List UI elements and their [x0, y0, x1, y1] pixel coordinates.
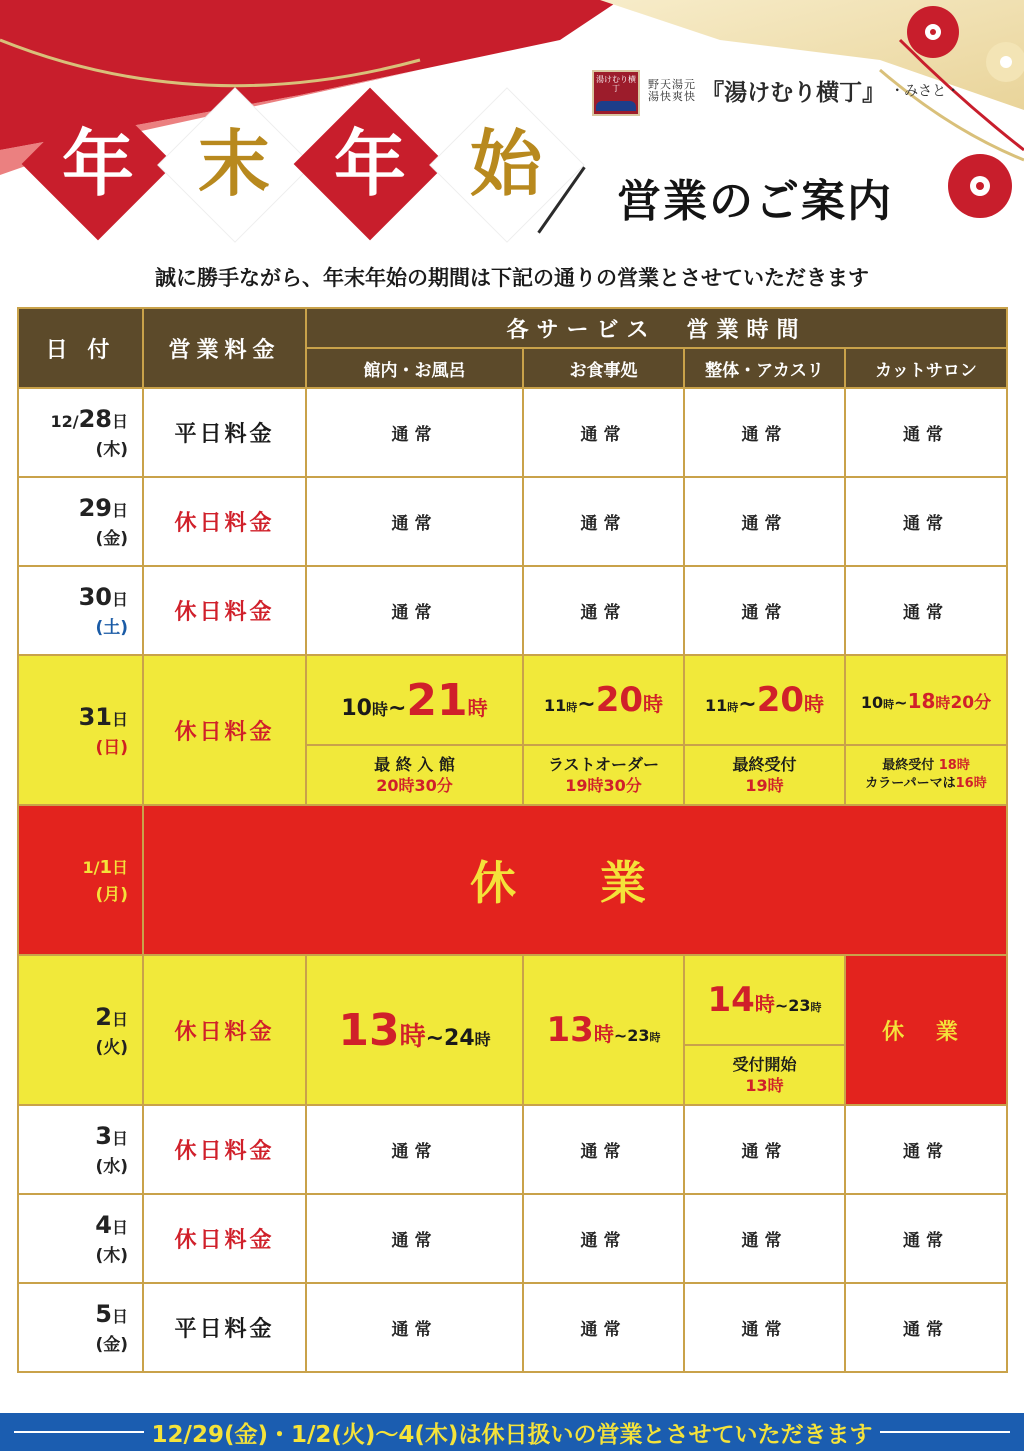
hours-cell: 13時~23時	[523, 955, 684, 1105]
date-weekday: (水)	[95, 1157, 128, 1177]
brand-tag-line1: 野天湯元	[648, 77, 696, 91]
fee-cell: 休日料金	[143, 955, 306, 1105]
header-service-bath: 館内・お風呂	[306, 348, 523, 388]
date-cell	[18, 805, 143, 955]
page-subtitle: 営業のご案内	[617, 176, 893, 227]
date-cell	[18, 477, 143, 566]
footer-text	[0, 1416, 1024, 1449]
hours-cell: 通常	[684, 1194, 845, 1283]
header-date: 日 付	[18, 308, 143, 388]
date-unit: 日	[111, 412, 128, 431]
schedule-table	[17, 307, 1008, 1373]
title-char: 始	[469, 122, 542, 206]
table-row	[18, 805, 1007, 955]
date-cell	[18, 655, 143, 805]
brand-tag-line2: 湯快爽快	[648, 89, 696, 103]
date-cell	[18, 1283, 143, 1372]
hours-cell: 14時~23時	[684, 955, 845, 1045]
hours-cell: 通常	[523, 388, 684, 477]
plum-flower-icon	[907, 6, 959, 58]
table-row	[18, 1105, 1007, 1194]
date-day: 30	[78, 583, 112, 611]
brand-name	[648, 74, 960, 107]
logo-text: 湯けむり横丁	[596, 75, 636, 93]
fee-cell: 休日料金	[143, 566, 306, 655]
hours-cell: 通常	[845, 1283, 1007, 1372]
hours-cell: 10時~21時	[306, 655, 523, 745]
title-char: 末	[197, 122, 270, 206]
date-unit: 日	[111, 1307, 128, 1326]
date-weekday: (金)	[95, 529, 128, 549]
header-service-massage: 整体・アカスリ	[684, 348, 845, 388]
brand-tag	[648, 79, 696, 103]
date-weekday: (木)	[95, 1246, 128, 1266]
date-cell	[18, 566, 143, 655]
hours-cell: 通常	[523, 566, 684, 655]
table-row	[18, 655, 1007, 745]
date-weekday: (土)	[95, 618, 128, 638]
fee-cell: 休日料金	[143, 1105, 306, 1194]
date-day: 5	[95, 1300, 112, 1328]
fee-cell: 平日料金	[143, 1283, 306, 1372]
hours-cell: 通常	[845, 566, 1007, 655]
hours-cell: 通常	[845, 1105, 1007, 1194]
hours-cell: 通常	[306, 1105, 523, 1194]
date-unit: 日	[111, 1129, 128, 1148]
table-row	[18, 477, 1007, 566]
fee-cell: 休日料金	[143, 655, 306, 805]
table-row	[18, 1283, 1007, 1372]
date-day: 28	[78, 405, 112, 433]
date-unit: 日	[111, 590, 128, 609]
date-weekday: (日)	[95, 737, 128, 758]
table-row	[18, 1194, 1007, 1283]
date-day: 29	[78, 494, 112, 522]
closed-label: 休 業	[845, 955, 1007, 1105]
header	[0, 0, 1024, 300]
date-unit: 日	[111, 1218, 128, 1237]
hours-cell: 通常	[684, 566, 845, 655]
logo	[592, 70, 640, 116]
date-unit: 日	[111, 501, 128, 520]
fee-cell: 平日料金	[143, 388, 306, 477]
hours-cell: 通常	[523, 1194, 684, 1283]
date-weekday: (木)	[95, 440, 128, 460]
date-cell	[18, 388, 143, 477]
hours-cell: 通常	[523, 477, 684, 566]
notice-text: 誠に勝手ながら、年末年始の期間は下記の通りの営業とさせていただきます	[155, 266, 869, 290]
date-unit: 日	[111, 858, 128, 877]
footer-banner	[0, 1413, 1024, 1451]
table-row	[18, 566, 1007, 655]
date-prefix: 12/	[50, 412, 79, 431]
table-row	[18, 955, 1007, 1045]
brand-title: 『湯けむり横丁』	[701, 79, 886, 106]
header-service-salon: カットサロン	[845, 348, 1007, 388]
date-cell	[18, 1194, 143, 1283]
hours-cell: 通常	[306, 388, 523, 477]
date-weekday: (金)	[95, 1335, 128, 1355]
date-day: 2	[95, 1002, 112, 1031]
hours-cell: 通常	[684, 388, 845, 477]
hours-cell: 通常	[684, 1105, 845, 1194]
date-day: 4	[95, 1211, 112, 1239]
hours-cell: 通常	[306, 566, 523, 655]
hours-cell: 11時~20時	[523, 655, 684, 745]
hours-cell: 10時~18時20分	[845, 655, 1007, 745]
hours-cell: 通常	[306, 477, 523, 566]
closed-label: 休 業	[143, 805, 1007, 955]
footer-label: 12/29(金)・1/2(火)〜4(木)は休日扱いの営業とさせていただきます	[144, 1422, 881, 1448]
note-cell: 受付開始 13時	[684, 1045, 845, 1105]
table-row	[18, 388, 1007, 477]
hours-cell: 11時~20時	[684, 655, 845, 745]
brand-location: ・みさと・	[890, 83, 961, 100]
date-unit: 日	[111, 1009, 128, 1029]
header-fee: 営業料金	[143, 308, 306, 388]
hours-cell: 通常	[523, 1283, 684, 1372]
title-char: 年	[61, 122, 134, 206]
title-char: 年	[333, 122, 406, 206]
hours-cell: 通常	[523, 1105, 684, 1194]
hours-cell: 通常	[845, 1194, 1007, 1283]
date-unit: 日	[111, 709, 128, 729]
note-cell: 最 終 入 館 20時30分	[306, 745, 523, 805]
date-day: 1	[99, 857, 112, 878]
date-weekday: (月)	[95, 885, 128, 905]
fee-cell: 休日料金	[143, 477, 306, 566]
date-day: 3	[95, 1122, 112, 1150]
hours-cell: 通常	[845, 388, 1007, 477]
date-day: 31	[78, 702, 112, 731]
hours-cell: 通常	[306, 1283, 523, 1372]
header-service-food: お食事処	[523, 348, 684, 388]
note-cell: ラストオーダー 19時30分	[523, 745, 684, 805]
header-service-group: 各サービス 営業時間	[306, 308, 1007, 348]
date-cell	[18, 1105, 143, 1194]
note-cell: 最終受付 19時	[684, 745, 845, 805]
date-prefix: 1/	[82, 858, 100, 877]
hours-cell: 通常	[684, 1283, 845, 1372]
date-weekday: (火)	[95, 1037, 128, 1058]
hours-cell: 13時~24時	[306, 955, 523, 1105]
fee-cell: 休日料金	[143, 1194, 306, 1283]
date-cell	[18, 955, 143, 1105]
plum-flower-icon	[948, 154, 1012, 218]
hours-cell: 通常	[306, 1194, 523, 1283]
hours-cell: 通常	[684, 477, 845, 566]
hours-cell: 通常	[845, 477, 1007, 566]
note-cell: 最終受付 18時 カラーパーマは16時	[845, 745, 1007, 805]
